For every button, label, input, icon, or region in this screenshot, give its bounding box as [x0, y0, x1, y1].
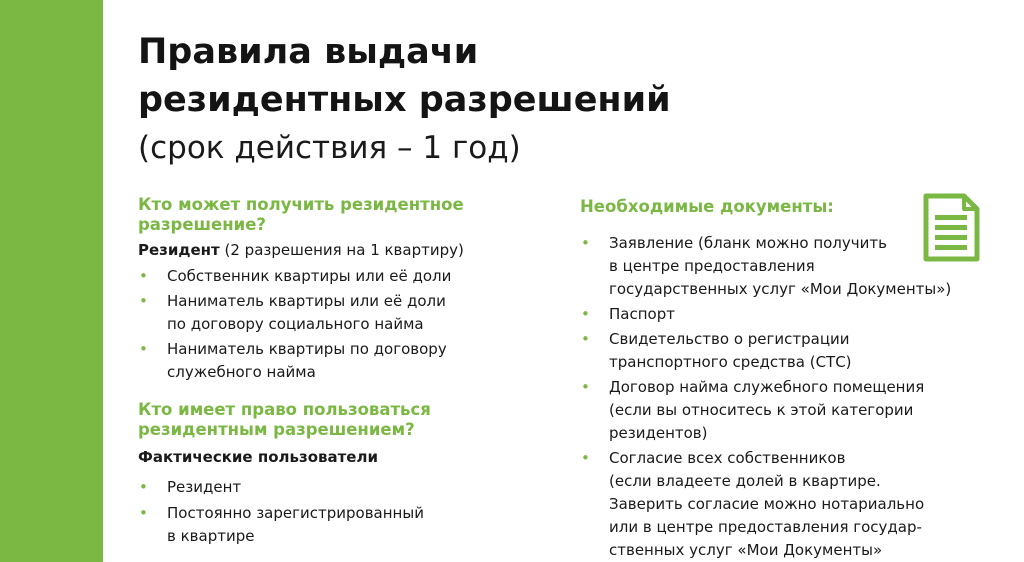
bullet-icon: • [581, 330, 590, 348]
bullet-icon: • [139, 340, 148, 358]
list-who-can-use [138, 476, 558, 548]
section-heading: Кто имеет право пользоваться резидентным разрешением? [138, 400, 431, 439]
bullet-icon: • [139, 267, 148, 285]
list-item: • Договор найма служебного помещения (если вы относитесь к этой категории резидентов) [581, 378, 925, 442]
list-documents [580, 232, 1000, 562]
list-item: • Свидетельство о регистрации транспортного средства (СТС) [581, 330, 852, 371]
green-side-bar [0, 0, 103, 562]
bullet-icon: • [139, 292, 148, 310]
section-who-can-use [138, 400, 558, 548]
bullet-icon: • [581, 378, 590, 396]
bullet-icon: • [581, 234, 590, 252]
bullet-icon: • [139, 504, 148, 522]
title-line-2: резидентных разрешений [138, 80, 671, 120]
documents-heading: Необходимые документы: [580, 197, 834, 216]
page-title [138, 28, 918, 124]
actual-users-label: Фактические пользователи [138, 448, 378, 466]
list-item: • Собственник квартиры или её доли [138, 265, 558, 288]
title-line-1: Правила выдачи [138, 32, 479, 72]
list-item: • Согласие всех собственников (если владеете долей в квартире. Заверить согласие можно нотариально или в центре предоставления государ- ственных услуг «Мои Документы» [581, 449, 925, 559]
bullet-icon: • [581, 449, 590, 467]
bullet-icon: • [581, 305, 590, 323]
list-item: • Резидент [138, 476, 558, 499]
resident-note: (2 разрешения на 1 квартиру) [219, 241, 464, 259]
page-subtitle: (срок действия – 1 год) [138, 130, 521, 166]
section-who-can-get [138, 195, 558, 384]
bullet-icon: • [139, 478, 148, 496]
section-subheading [138, 239, 558, 261]
list-who-can-get [138, 265, 558, 384]
list-item: • Наниматель квартиры по договору служебного найма [139, 340, 447, 381]
left-column [138, 195, 558, 548]
list-item: • Паспорт [580, 303, 1000, 326]
list-item: • Наниматель квартиры или её доли по договору социального найма [139, 292, 446, 333]
section-heading: Кто может получить резидентное разрешение? [138, 195, 464, 234]
list-item: • Постоянно зарегистрированный в квартире [139, 504, 424, 545]
resident-label: Резидент [138, 241, 220, 259]
section-subheading [138, 446, 558, 468]
list-item: • Заявление (бланк можно получить в центре предоставления государственных услуг «Мои Документы») [581, 234, 952, 298]
document-icon [922, 193, 980, 263]
